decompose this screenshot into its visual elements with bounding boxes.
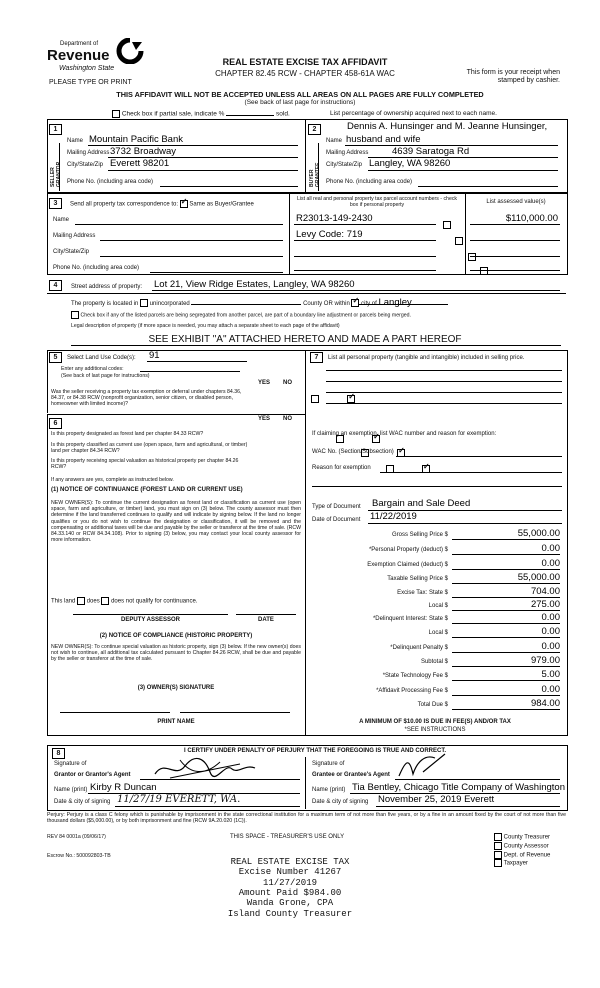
land-use-code[interactable]: 91: [149, 350, 160, 361]
s5-yes: YES: [258, 380, 271, 386]
section-4-number: 4: [49, 280, 62, 291]
see-back: (See back of last page for instructions): [61, 373, 150, 379]
segregated-checkbox[interactable]: [71, 311, 79, 319]
s2-name-label: Name: [326, 138, 343, 144]
agency-state: Washington State: [59, 65, 115, 72]
tax-line-value[interactable]: 5.00: [541, 669, 560, 680]
grantee-name[interactable]: Tia Bentley, Chicago Title Company of Washington: [352, 782, 565, 793]
seller-name[interactable]: Mountain Pacific Bank: [89, 134, 183, 145]
stamp-line-2: Excise Number 41267: [238, 867, 342, 878]
owner-signature-label: (3) OWNER(S) SIGNATURE: [137, 685, 215, 691]
grantor-name[interactable]: Kirby R Duncan: [90, 782, 157, 793]
s1-city-label: City/State/Zip: [67, 162, 104, 168]
s3-name-label: Name: [53, 217, 70, 223]
section-2-number: 2: [308, 124, 321, 135]
revenue-emblem-icon: [116, 38, 146, 64]
doc-date-label: Date of Document: [312, 517, 361, 523]
copy-dept-revenue-checkbox[interactable]: [494, 851, 502, 859]
notice2-body: NEW OWNER(S): To continue special valuation as historic property, sign (3) below. If the new owner(s) does not wish to continue, all additional tax calculated pursuant to Chapter 84.26 RCW, shall be due and payable by the seller or transferor at the time of sale.: [51, 644, 301, 663]
tax-line-rule: [452, 610, 560, 611]
section-3-number: 3: [49, 198, 62, 209]
grantor-date-label: Date & city of signing: [54, 799, 111, 805]
notice2-title: (2) NOTICE OF COMPLIANCE (HISTORIC PROPERTY): [99, 633, 253, 639]
notice1-title: (1) NOTICE OF CONTINUANCE (FOREST LAND OR CURRENT USE): [51, 487, 243, 493]
treasurer-stamp: [200, 857, 380, 919]
tax-line-value[interactable]: 0.00: [541, 684, 560, 695]
s6-no: NO: [283, 416, 292, 422]
tax-line-rule: [452, 623, 560, 624]
tax-line-rule: [452, 695, 560, 696]
s1-name-label: Name: [67, 138, 84, 144]
notice1-body: NEW OWNER(S): To continue the current designation as forest land or classification as current use (open space, farm and agriculture, or timber) land, you must sign on (3) below. The county assessor must then determine if the land transferred continues to qualify and will indicate by signing below. If the land no longer qualifies or you do not wish to continue the designation or classification, it will be removed and the compensating or additional taxes will be due and payable by the seller or transferor at the time of sale. (RCW 84.33.140 or RCW 84.34.108). Prior to signing (3) below, you may contact your local county assessor for more information.: [51, 500, 301, 544]
grantee-agent-label: Grantee or Grantee's Agent: [312, 772, 390, 778]
tax-line-value[interactable]: 55,000.00: [517, 572, 560, 583]
s2-city-label: City/State/Zip: [326, 162, 363, 168]
type-or-print: PLEASE TYPE OR PRINT: [49, 79, 132, 86]
agency-top: Department of: [60, 41, 99, 47]
tax-line-label: Local $: [428, 630, 448, 636]
parcel-1-personal-checkbox[interactable]: [443, 221, 451, 229]
s5-no: NO: [283, 380, 292, 386]
deputy-date: DATE: [258, 617, 274, 623]
seller-city[interactable]: Everett 98201: [110, 158, 170, 169]
grantee-sig-label: Signature of: [312, 761, 345, 767]
stamp-line-3: 11/27/2019: [262, 877, 317, 888]
tax-line-value[interactable]: 0.00: [541, 558, 560, 569]
grantor-agent-label: Grantor or Grantor's Agent: [54, 772, 131, 778]
section-5-number: 5: [49, 352, 62, 363]
certify-text: I CERTIFY UNDER PENALTY OF PERJURY THAT THE FOREGOING IS TRUE AND CORRECT.: [183, 748, 447, 754]
partial-sale-checkbox[interactable]: [112, 110, 120, 118]
if-yes-note: If any answers are yes, complete as instructed below.: [51, 477, 174, 483]
personal-property-label: List all personal property (tangible and intangible) included in selling price.: [328, 355, 525, 361]
form-title: REAL ESTATE EXCISE TAX AFFIDAVIT: [222, 57, 388, 67]
s3-phone-label: Phone No. (including area code): [53, 265, 140, 271]
partial-sale-row: Check box if partial sale, indicate % sold.: [112, 110, 290, 119]
s2-phone-label: Phone No. (including area code): [326, 179, 413, 185]
tax-line-value[interactable]: 0.00: [541, 626, 560, 637]
doc-date[interactable]: 11/22/2019: [370, 511, 417, 522]
buyer-address[interactable]: 4639 Saratoga Rd: [392, 146, 470, 157]
receipt-note: This form is your receipt when stamped by cashier.: [466, 69, 560, 85]
send-correspondence: Send all property tax correspondence to: ✓ Same as Buyer/Grantee: [70, 200, 254, 209]
tax-line-value[interactable]: 0.00: [541, 543, 560, 554]
tax-line-label: *State Technology Fee $: [382, 673, 448, 679]
stamp-line-4: Amount Paid $984.00: [238, 888, 342, 899]
tax-line-rule: [452, 597, 560, 598]
tax-line-label: Taxable Selling Price $: [387, 576, 448, 582]
does-checkbox[interactable]: [77, 597, 85, 605]
revenue-logo: [47, 38, 150, 78]
forest-question: Is this property designated as forest land per chapter 84.33 RCW?: [51, 431, 204, 437]
s1-phone-label: Phone No. (including area code): [67, 179, 154, 185]
seller-address[interactable]: 3732 Broadway: [110, 146, 177, 157]
escrow-number: Escrow No.: 500092803-TB: [47, 853, 111, 859]
property-street[interactable]: Lot 21, View Ridge Estates, Langley, WA 98260: [154, 279, 355, 290]
grantee-date-city[interactable]: November 25, 2019 Everett: [378, 794, 495, 805]
buyer-city[interactable]: Langley, WA 98260: [369, 158, 451, 169]
tax-line-label: Subtotal $: [420, 659, 448, 665]
stamp-line-5: Wanda Grone, CPA: [246, 898, 334, 909]
tax-line-label: Total Due $: [417, 702, 448, 708]
ownership-note: List percentage of ownership acquired next to each name.: [330, 110, 497, 117]
deputy-assessor: DEPUTY ASSESSOR: [120, 617, 180, 623]
tax-line-value[interactable]: 0.00: [541, 612, 560, 623]
segregated-row: Check box if any of the listed parcels are being segregated from another parcel, are part of a boundary line adjustment or parcels being merged.: [71, 311, 561, 319]
tax-line-label: *Affidavit Processing Fee $: [376, 688, 448, 694]
seller-grantor-label: SELLER GRANTOR: [50, 161, 62, 187]
tax-line-rule: [452, 554, 560, 555]
tax-line-label: Gross Selling Price $: [391, 532, 448, 538]
current-use-question: Is this property classified as current use (open space, farm and agricultural, or timber) land per chapter 84.34 RCW?: [51, 442, 248, 455]
section-6-number: 6: [49, 418, 62, 429]
does-not-checkbox[interactable]: [101, 597, 109, 605]
copy-list: County Treasurer County Assessor Dept. of Revenue Taxpayer: [494, 833, 550, 868]
copy-county-treasurer-checkbox[interactable]: [494, 833, 502, 841]
tax-line-label: Excise Tax: State $: [397, 590, 448, 596]
tax-line-label: *Personal Property (deduct) $: [368, 547, 448, 553]
doc-type[interactable]: Bargain and Sale Deed: [372, 498, 471, 509]
tax-line-label: Local $: [428, 603, 448, 609]
section-7-number: 7: [310, 352, 323, 363]
grantor-date-city[interactable]: 11/27/19 EVERETT, WA.: [117, 794, 241, 805]
street-label: Street address of property:: [71, 284, 143, 290]
buyer-grantee-label: BUYER GRANTEE: [309, 162, 321, 187]
grantor-signature[interactable]: [150, 754, 260, 782]
stamp-line-6: Island County Treasurer: [227, 908, 353, 919]
warning-sub: (See back of last page for instructions): [244, 99, 356, 106]
parcel-2[interactable]: Levy Code: 719: [296, 229, 363, 240]
tax-line-rule: [452, 569, 560, 570]
tax-line-rule: [452, 652, 560, 653]
tax-line-rule: [452, 666, 560, 667]
tax-line-rule: [452, 583, 560, 584]
tax-line-rule: [452, 709, 560, 710]
copy-taxpayer-checkbox[interactable]: [494, 859, 502, 867]
historic-question: Is this property receiving special valuation as historical property per chapter 84.26 RCW?: [51, 458, 239, 471]
exemption-question: Was the seller receiving a property tax exemption or deferral under chapters 84.36, 84.37, or 84.38 RCW (nonprofit organization, senior citizen, or disabled person, homeowner with limited income)?: [51, 389, 242, 408]
legal-description-label: Legal description of property (if more space is needed, you may attach a separate sheet to each page of the affidavit): [71, 323, 340, 329]
treasurer-only: THIS SPACE - TREASURER'S USE ONLY: [230, 834, 345, 840]
tax-line-rule: [452, 637, 560, 638]
s2-address-label: Mailing Address: [326, 150, 369, 156]
tax-line-label: *Delinquent Penalty $: [390, 645, 448, 651]
rev-number: REV 84 0001a (09/06/17): [47, 834, 106, 840]
tax-line-value[interactable]: 275.00: [530, 599, 560, 610]
land-use-label: Select Land Use Code(s):: [67, 355, 136, 361]
doc-type-label: Type of Document: [312, 504, 361, 510]
tax-line-label: *Delinquent Interest: State $: [372, 616, 448, 622]
grantee-name-label: Name (print): [312, 787, 346, 793]
s3-address-label: Mailing Address: [53, 233, 96, 239]
agency-main: Revenue: [47, 47, 110, 64]
wac-label: WAC No. (Section/Subsection): [312, 449, 394, 455]
buyer-name-line1[interactable]: Dennis A. Hunsinger and M. Jeanne Hunsinger,: [347, 121, 548, 132]
tax-line-label: Exemption Claimed (deduct) $: [367, 562, 448, 568]
grantor-sig-label: Signature of: [54, 761, 87, 767]
exhibit-text[interactable]: SEE EXHIBIT "A" ATTACHED HERETO AND MADE A PART HEREOF: [148, 334, 462, 345]
tax-line-value[interactable]: 979.00: [530, 655, 560, 666]
print-name-label: PRINT NAME: [157, 719, 195, 725]
reason-label: Reason for exemption: [312, 465, 371, 471]
same-as-buyer-checkbox[interactable]: [180, 200, 188, 208]
grantee-date-label: Date & city of signing: [312, 799, 369, 805]
location-row: The property is located in unincorporated County OR within ✓ city of Langley: [71, 297, 412, 308]
grantor-name-label: Name (print): [54, 787, 88, 793]
tax-line-value[interactable]: 0.00: [541, 641, 560, 652]
completion-warning: THIS AFFIDAVIT WILL NOT BE ACCEPTED UNLESS ALL AREAS ON ALL PAGES ARE FULLY COMPLETED: [116, 90, 484, 99]
perjury-note: Perjury: Perjury is a class C felony which is punishable by imprisonment in the state correctional institution for a maximum term of not more than five years, or by a fine in an amount fixed by the court of not more than five thousand dollars ($5,000.00), or by both imprisonment and fine (RCW 9A.20.020 (1C)).: [47, 812, 566, 825]
s3-city-label: City/State/Zip: [53, 249, 90, 255]
tax-line-value[interactable]: 704.00: [530, 586, 560, 597]
tax-line-value[interactable]: 55,000.00: [517, 528, 560, 539]
section-8-number: 8: [52, 748, 65, 759]
copy-county-assessor-checkbox[interactable]: [494, 842, 502, 850]
parcel-1[interactable]: R23013-149-2430: [296, 213, 373, 224]
tax-line-rule: [452, 539, 560, 540]
tax-line-rule: [452, 680, 560, 681]
assessed-header: List assessed value(s): [486, 199, 546, 205]
parcel-header: List all real and personal property tax parcel account numbers - check box if personal property: [296, 196, 458, 209]
s1-address-label: Mailing Address: [67, 150, 110, 156]
qualify-row: This land does does not qualify for continuance.: [51, 598, 198, 605]
minimum-fee: A MINIMUM OF $10.00 IS DUE IN FEE(S) AND/OR TAX: [359, 719, 511, 725]
see-instructions: *SEE INSTRUCTIONS: [404, 727, 466, 733]
stamp-line-1: REAL ESTATE EXCISE TAX: [230, 857, 350, 867]
tax-line-value[interactable]: 984.00: [530, 698, 560, 709]
section-1-number: 1: [49, 124, 62, 135]
grantee-signature[interactable]: [395, 752, 455, 780]
assessed-1[interactable]: $110,000.00: [505, 213, 558, 224]
unincorporated-checkbox[interactable]: [140, 299, 148, 307]
form-chapter: CHAPTER 82.45 RCW - CHAPTER 458-61A WAC: [215, 69, 395, 78]
parcel-2-personal-checkbox[interactable]: [455, 237, 463, 245]
additional-codes: Enter any additional codes:: [61, 366, 124, 372]
property-city[interactable]: Langley: [378, 297, 412, 308]
buyer-name-line2[interactable]: husband and wife: [346, 134, 421, 145]
s6-yes: YES: [258, 416, 271, 422]
claiming-exemption: If claiming an exemption, list WAC number and reason for exemption:: [312, 431, 497, 437]
